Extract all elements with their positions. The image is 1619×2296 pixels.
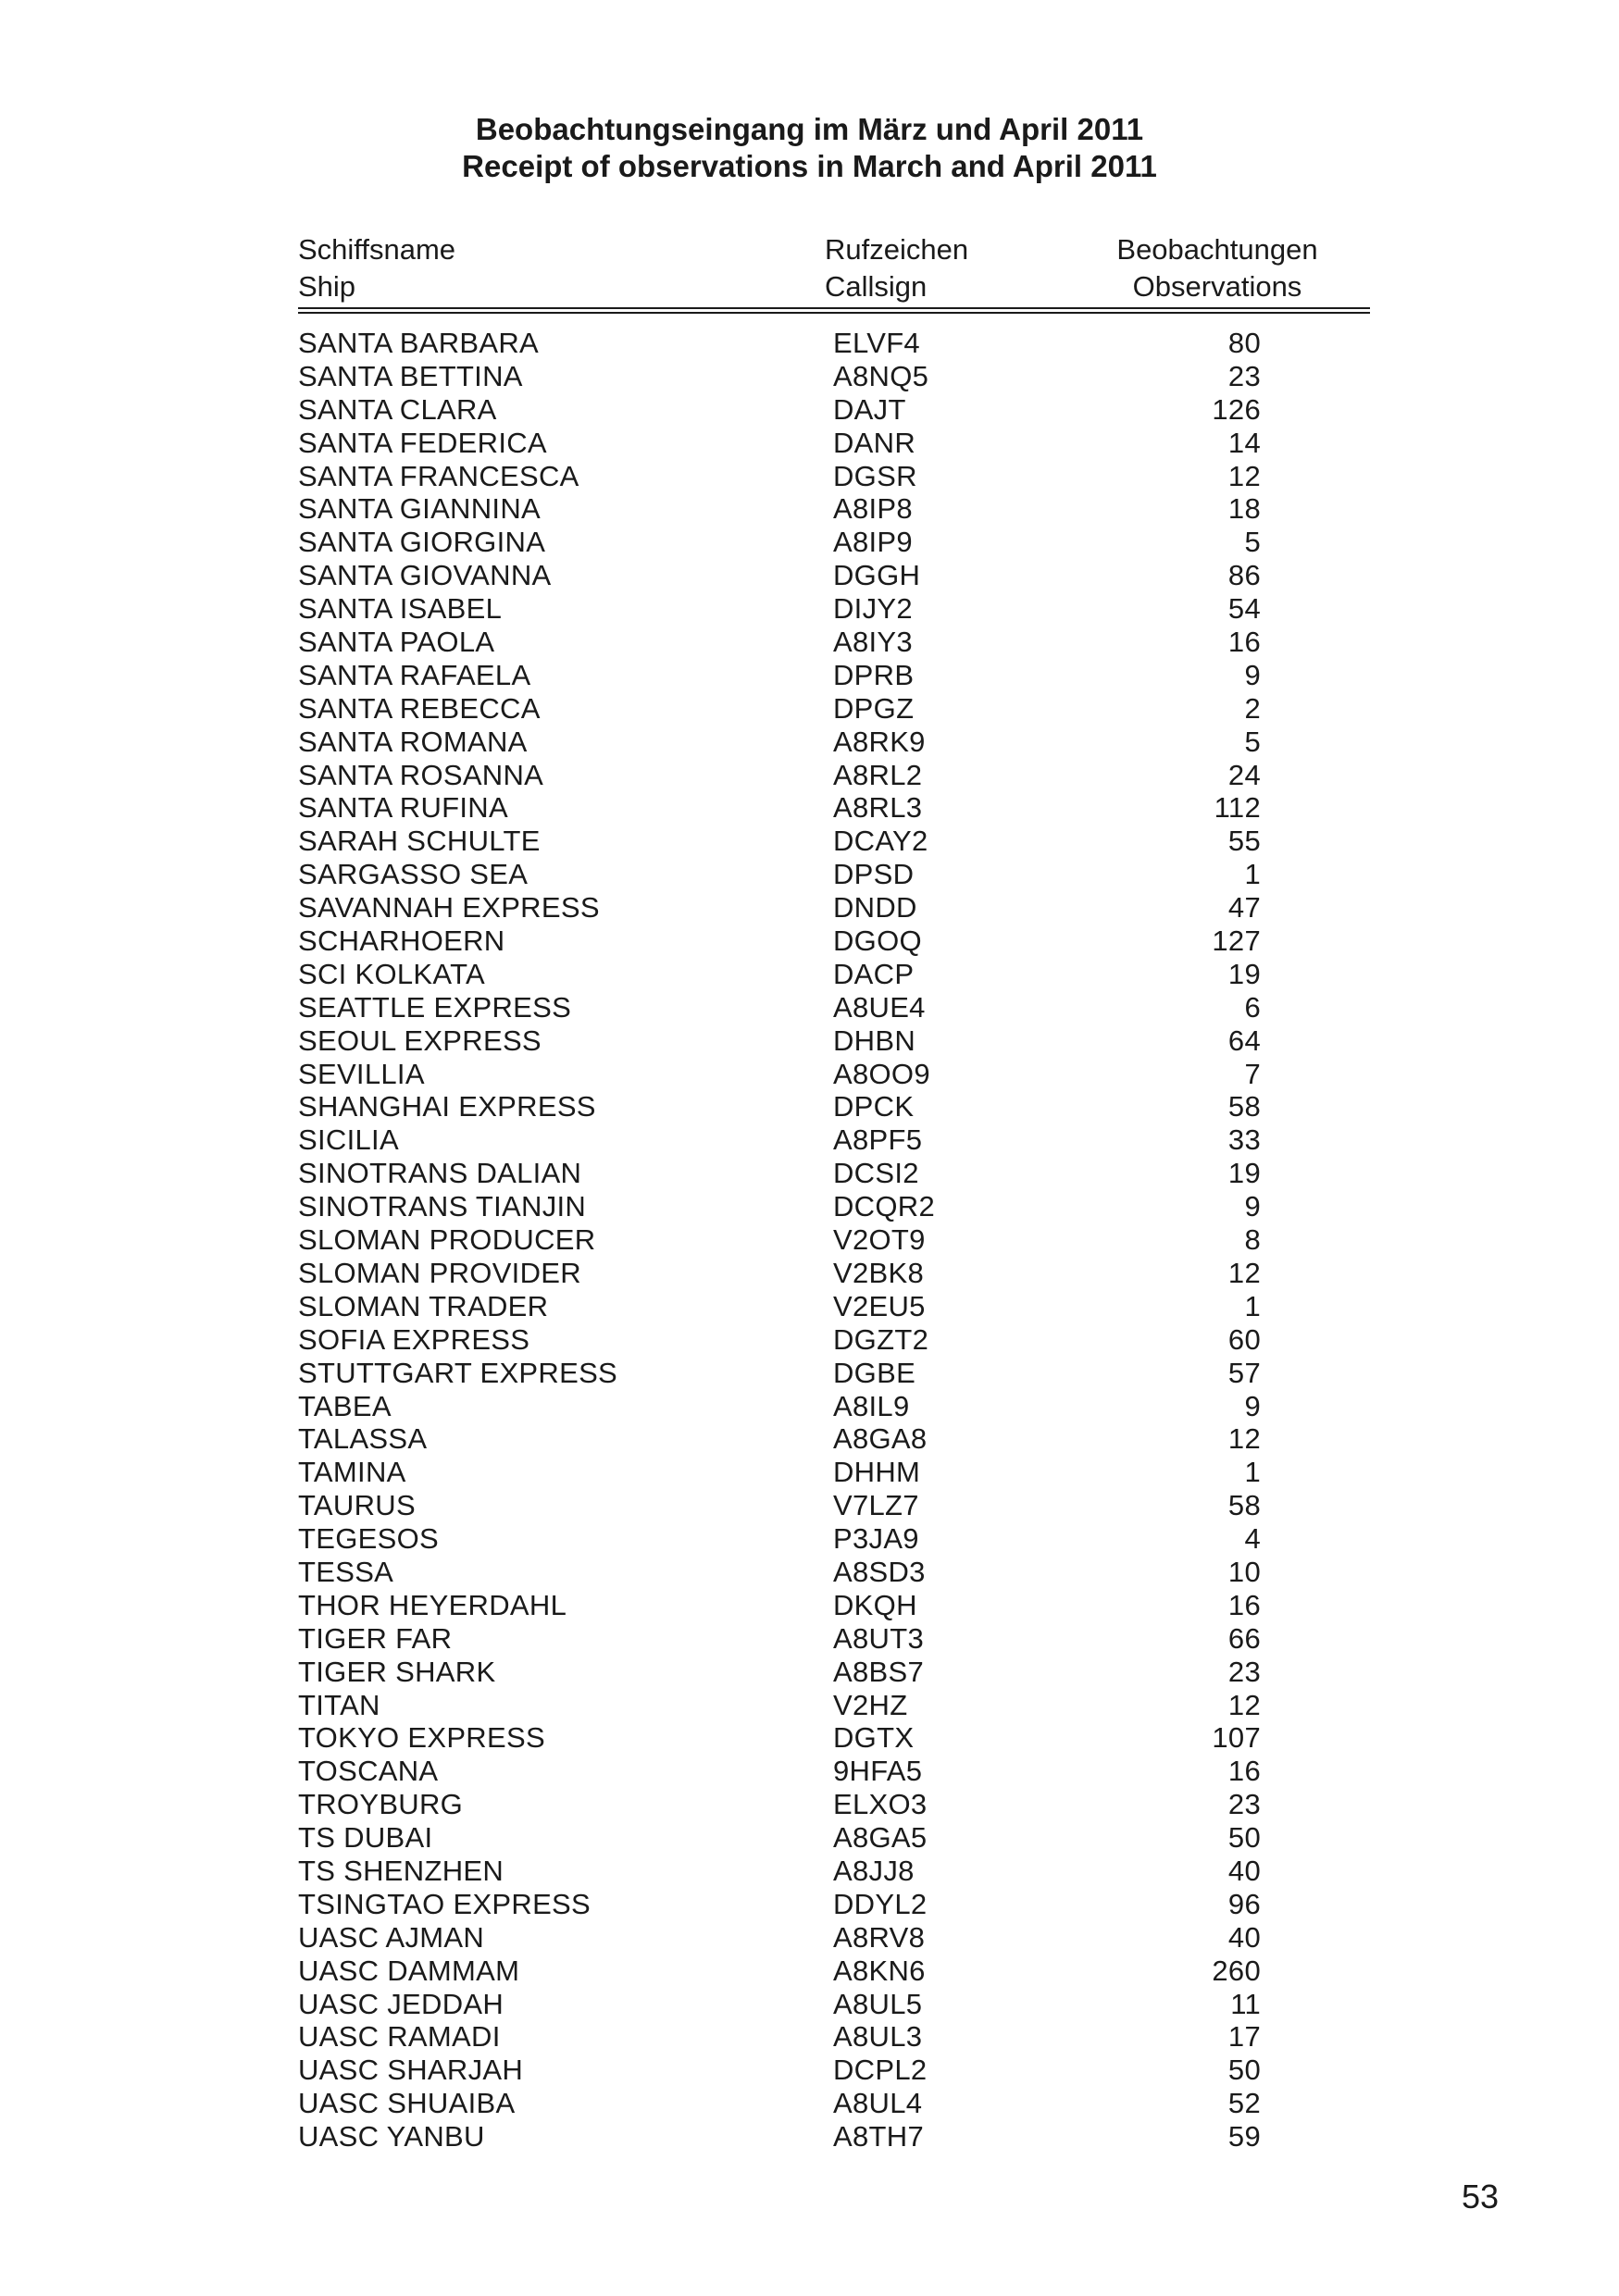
table-row xyxy=(298,1888,1261,1921)
observations-cell: 57 xyxy=(1227,1356,1261,1389)
ship-name-cell: SANTA ISABEL xyxy=(298,592,503,626)
callsign-cell: A8UL4 xyxy=(833,2087,923,2120)
ship-name-cell: TSINGTAO EXPRESS xyxy=(298,1887,592,1920)
ship-name-cell: THOR HEYERDAHL xyxy=(298,1588,567,1621)
observations-cell: 58 xyxy=(1227,1090,1261,1123)
callsign-cell: DGSR xyxy=(833,459,917,492)
ship-name-cell: SANTA REBECCA xyxy=(298,691,541,725)
ship-name-cell: TIGER FAR xyxy=(298,1621,453,1655)
table-row xyxy=(298,1357,1261,1390)
callsign-cell: DHHM xyxy=(833,1456,921,1489)
table-row xyxy=(298,726,1261,759)
ship-name-cell: SLOMAN PRODUCER xyxy=(298,1223,596,1257)
table-row xyxy=(298,1123,1261,1157)
observations-cell: 1 xyxy=(1244,1456,1261,1489)
callsign-cell: A8UT3 xyxy=(833,1621,924,1655)
ship-name-cell: SLOMAN TRADER xyxy=(298,1289,549,1322)
observations-cell: 23 xyxy=(1227,359,1261,392)
observations-cell: 2 xyxy=(1244,691,1261,725)
callsign-cell: DDYL2 xyxy=(833,1887,928,1920)
callsign-cell: V2OT9 xyxy=(833,1223,926,1257)
observations-cell: 96 xyxy=(1227,1887,1261,1920)
ship-name-cell: TALASSA xyxy=(298,1422,428,1456)
observations-cell: 1 xyxy=(1244,1289,1261,1322)
ship-name-cell: SANTA ROSANNA xyxy=(298,758,544,791)
callsign-cell: A8RL3 xyxy=(833,791,923,825)
table-row xyxy=(298,891,1261,925)
ship-name-cell: SCI KOLKATA xyxy=(298,957,485,990)
callsign-cell: V2HZ xyxy=(833,1688,908,1721)
observations-cell: 59 xyxy=(1227,2120,1261,2153)
table-row xyxy=(298,626,1261,659)
ship-name-cell: SLOMAN PROVIDER xyxy=(298,1256,581,1289)
table-row xyxy=(298,1721,1261,1755)
callsign-cell: A8SD3 xyxy=(833,1555,926,1588)
table-row xyxy=(298,825,1261,858)
page-number: 53 xyxy=(1461,2178,1499,2215)
observations-cell: 1 xyxy=(1244,858,1261,891)
table-row xyxy=(298,1788,1261,1821)
observations-table xyxy=(298,327,1261,2153)
callsign-cell: DPSD xyxy=(833,858,915,891)
ship-name-cell: TABEA xyxy=(298,1389,392,1422)
ship-name-cell: SANTA GIORGINA xyxy=(298,526,546,559)
observations-cell: 16 xyxy=(1227,1755,1261,1788)
callsign-cell: A8GA8 xyxy=(833,1422,928,1456)
observations-cell: 80 xyxy=(1227,327,1261,359)
header-ship-german: Schiffsname xyxy=(298,233,456,266)
callsign-cell: DPCK xyxy=(833,1090,915,1123)
table-row xyxy=(298,2120,1261,2153)
observations-cell: 18 xyxy=(1227,492,1261,526)
table-row xyxy=(298,559,1261,592)
callsign-cell: A8KN6 xyxy=(833,1954,926,1987)
ship-name-cell: SARAH SCHULTE xyxy=(298,825,541,858)
callsign-cell: ELVF4 xyxy=(833,327,920,359)
table-row xyxy=(298,1290,1261,1323)
ship-name-cell: TESSA xyxy=(298,1555,394,1588)
observations-cell: 60 xyxy=(1227,1322,1261,1356)
callsign-cell: A8NQ5 xyxy=(833,359,929,392)
callsign-cell: DCQR2 xyxy=(833,1190,936,1223)
table-row xyxy=(298,1190,1261,1223)
ship-name-cell: SCHARHOERN xyxy=(298,925,505,958)
header-callsign-german: Rufzeichen xyxy=(825,233,969,266)
ship-name-cell: TAURUS xyxy=(298,1489,416,1522)
ship-name-cell: UASC RAMADI xyxy=(298,2020,501,2054)
ship-name-cell: SANTA FEDERICA xyxy=(298,426,547,459)
table-row xyxy=(298,1058,1261,1091)
observations-cell: 24 xyxy=(1227,758,1261,791)
callsign-cell: DGBE xyxy=(833,1356,916,1389)
callsign-cell: A8UE4 xyxy=(833,990,926,1024)
table-row xyxy=(298,1489,1261,1522)
callsign-cell: A8RL2 xyxy=(833,758,923,791)
callsign-cell: DAJT xyxy=(833,392,906,426)
ship-name-cell: TROYBURG xyxy=(298,1788,464,1821)
ship-name-cell: TIGER SHARK xyxy=(298,1655,496,1688)
table-row xyxy=(298,460,1261,493)
callsign-cell: 9HFA5 xyxy=(833,1755,923,1788)
ship-name-cell: SARGASSO SEA xyxy=(298,858,529,891)
observations-cell: 55 xyxy=(1227,825,1261,858)
table-row xyxy=(298,1955,1261,1988)
table-row xyxy=(298,360,1261,393)
callsign-cell: DGOQ xyxy=(833,925,922,958)
observations-cell: 112 xyxy=(1214,791,1261,825)
table-row xyxy=(298,327,1261,360)
ship-name-cell: SANTA CLARA xyxy=(298,392,497,426)
ship-name-cell: SANTA GIANNINA xyxy=(298,492,542,526)
table-row xyxy=(298,1656,1261,1689)
observations-cell: 260 xyxy=(1212,1954,1261,1987)
header-callsign-english: Callsign xyxy=(825,270,928,303)
header-rule-bottom xyxy=(298,312,1370,314)
table-row xyxy=(298,1323,1261,1357)
observations-cell: 33 xyxy=(1227,1123,1261,1157)
table-row xyxy=(298,2020,1261,2054)
observations-cell: 54 xyxy=(1227,592,1261,626)
callsign-cell: A8RK9 xyxy=(833,725,926,758)
table-row xyxy=(298,1622,1261,1656)
table-row xyxy=(298,1456,1261,1489)
callsign-cell: DCAY2 xyxy=(833,825,928,858)
header-ship-english: Ship xyxy=(298,270,356,303)
page-title-english: Receipt of observations in March and April 2011 xyxy=(462,149,1157,183)
table-row xyxy=(298,1755,1261,1788)
table-row xyxy=(298,526,1261,559)
observations-cell: 12 xyxy=(1227,1422,1261,1456)
callsign-cell: A8IL9 xyxy=(833,1389,910,1422)
callsign-cell: DNDD xyxy=(833,891,917,925)
observations-cell: 6 xyxy=(1244,990,1261,1024)
callsign-cell: A8GA5 xyxy=(833,1821,928,1855)
ship-name-cell: SOFIA EXPRESS xyxy=(298,1322,530,1356)
table-row xyxy=(298,759,1261,792)
table-row xyxy=(298,1921,1261,1955)
callsign-cell: A8IP9 xyxy=(833,526,913,559)
table-row xyxy=(298,1589,1261,1622)
ship-name-cell: TEGESOS xyxy=(298,1522,439,1556)
callsign-cell: A8TH7 xyxy=(833,2120,924,2153)
table-row xyxy=(298,1024,1261,1058)
ship-name-cell: SEVILLIA xyxy=(298,1057,425,1090)
table-row xyxy=(298,1988,1261,2021)
ship-name-cell: UASC YANBU xyxy=(298,2120,485,2153)
observations-cell: 23 xyxy=(1227,1655,1261,1688)
header-observations-german: Beobachtungen xyxy=(1116,233,1318,266)
observations-cell: 7 xyxy=(1244,1057,1261,1090)
callsign-cell: V2EU5 xyxy=(833,1289,926,1322)
callsign-cell: V7LZ7 xyxy=(833,1489,919,1522)
observations-cell: 127 xyxy=(1212,925,1261,958)
ship-name-cell: SANTA ROMANA xyxy=(298,725,528,758)
observations-cell: 86 xyxy=(1227,559,1261,592)
callsign-cell: A8IY3 xyxy=(833,626,913,659)
observations-cell: 8 xyxy=(1244,1223,1261,1257)
observations-cell: 12 xyxy=(1227,1256,1261,1289)
callsign-cell: DGGH xyxy=(833,559,921,592)
observations-cell: 5 xyxy=(1244,725,1261,758)
table-row xyxy=(298,958,1261,991)
header-observations-english: Observations xyxy=(1132,270,1302,303)
observations-cell: 40 xyxy=(1227,1854,1261,1887)
callsign-cell: DGZT2 xyxy=(833,1322,929,1356)
ship-name-cell: TOSCANA xyxy=(298,1755,439,1788)
ship-name-cell: STUTTGART EXPRESS xyxy=(298,1356,618,1389)
table-row xyxy=(298,492,1261,526)
table-row xyxy=(298,393,1261,427)
observations-cell: 58 xyxy=(1227,1489,1261,1522)
ship-name-cell: TOKYO EXPRESS xyxy=(298,1721,545,1755)
ship-name-cell: SANTA PAOLA xyxy=(298,626,495,659)
observations-cell: 47 xyxy=(1227,891,1261,925)
callsign-cell: DCPL2 xyxy=(833,2054,928,2087)
observations-cell: 12 xyxy=(1227,459,1261,492)
callsign-cell: DHBN xyxy=(833,1024,916,1057)
callsign-cell: A8UL5 xyxy=(833,1987,923,2020)
observations-cell: 50 xyxy=(1227,1821,1261,1855)
table-row xyxy=(298,1257,1261,1290)
table-row xyxy=(298,858,1261,891)
page-title-german: Beobachtungseingang im März und April 2011 xyxy=(475,112,1144,146)
table-row xyxy=(298,1223,1261,1257)
callsign-cell: DIJY2 xyxy=(833,592,913,626)
callsign-cell: DACP xyxy=(833,957,915,990)
ship-name-cell: SHANGHAI EXPRESS xyxy=(298,1090,596,1123)
callsign-cell: DKQH xyxy=(833,1588,917,1621)
callsign-cell: A8RV8 xyxy=(833,1920,926,1954)
ship-name-cell: SICILIA xyxy=(298,1123,399,1157)
observations-cell: 19 xyxy=(1227,957,1261,990)
ship-name-cell: SANTA RAFAELA xyxy=(298,658,531,691)
ship-name-cell: SAVANNAH EXPRESS xyxy=(298,891,600,925)
table-row xyxy=(298,2087,1261,2120)
ship-name-cell: SANTA FRANCESCA xyxy=(298,459,579,492)
observations-cell: 9 xyxy=(1244,1389,1261,1422)
callsign-cell: P3JA9 xyxy=(833,1522,919,1556)
ship-name-cell: SANTA BARBARA xyxy=(298,327,540,359)
observations-cell: 16 xyxy=(1227,1588,1261,1621)
ship-name-cell: TAMINA xyxy=(298,1456,406,1489)
ship-name-cell: SANTA GIOVANNA xyxy=(298,559,552,592)
callsign-cell: A8JJ8 xyxy=(833,1854,915,1887)
callsign-cell: A8UL3 xyxy=(833,2020,923,2054)
ship-name-cell: SANTA RUFINA xyxy=(298,791,508,825)
table-row xyxy=(298,1390,1261,1423)
table-row xyxy=(298,592,1261,626)
ship-name-cell: UASC AJMAN xyxy=(298,1920,485,1954)
observations-cell: 16 xyxy=(1227,626,1261,659)
observations-cell: 11 xyxy=(1230,1987,1261,2020)
callsign-cell: DCSI2 xyxy=(833,1157,919,1190)
header-rule-top xyxy=(298,307,1370,309)
callsign-cell: A8OO9 xyxy=(833,1057,930,1090)
observations-cell: 14 xyxy=(1227,426,1261,459)
ship-name-cell: TS DUBAI xyxy=(298,1821,433,1855)
ship-name-cell: TITAN xyxy=(298,1688,380,1721)
callsign-cell: V2BK8 xyxy=(833,1256,925,1289)
table-row xyxy=(298,2054,1261,2087)
callsign-cell: A8PF5 xyxy=(833,1123,923,1157)
observations-cell: 12 xyxy=(1227,1688,1261,1721)
observations-cell: 107 xyxy=(1212,1721,1261,1755)
ship-name-cell: UASC SHUAIBA xyxy=(298,2087,516,2120)
ship-name-cell: SEOUL EXPRESS xyxy=(298,1024,542,1057)
callsign-cell: A8BS7 xyxy=(833,1655,925,1688)
observations-cell: 5 xyxy=(1244,526,1261,559)
ship-name-cell: SINOTRANS DALIAN xyxy=(298,1157,582,1190)
observations-cell: 4 xyxy=(1244,1522,1261,1556)
ship-name-cell: UASC DAMMAM xyxy=(298,1954,520,1987)
table-row xyxy=(298,692,1261,726)
table-row xyxy=(298,791,1261,825)
observations-cell: 66 xyxy=(1227,1621,1261,1655)
observations-cell: 23 xyxy=(1227,1788,1261,1821)
table-row xyxy=(298,991,1261,1024)
observations-cell: 50 xyxy=(1227,2054,1261,2087)
table-row xyxy=(298,1422,1261,1456)
table-row xyxy=(298,1821,1261,1855)
table-row xyxy=(298,1157,1261,1190)
callsign-cell: A8IP8 xyxy=(833,492,913,526)
table-row xyxy=(298,1556,1261,1589)
table-row xyxy=(298,925,1261,958)
ship-name-cell: SINOTRANS TIANJIN xyxy=(298,1190,587,1223)
observations-cell: 52 xyxy=(1227,2087,1261,2120)
callsign-cell: ELXO3 xyxy=(833,1788,928,1821)
observations-cell: 64 xyxy=(1227,1024,1261,1057)
table-row xyxy=(298,1090,1261,1123)
table-row xyxy=(298,1855,1261,1888)
table-row xyxy=(298,427,1261,460)
callsign-cell: DGTX xyxy=(833,1721,915,1755)
table-row xyxy=(298,1522,1261,1556)
ship-name-cell: SEATTLE EXPRESS xyxy=(298,990,572,1024)
table-row xyxy=(298,1689,1261,1722)
observations-cell: 17 xyxy=(1227,2020,1261,2054)
observations-cell: 9 xyxy=(1244,1190,1261,1223)
observations-cell: 126 xyxy=(1212,392,1261,426)
observations-cell: 10 xyxy=(1227,1555,1261,1588)
callsign-cell: DPGZ xyxy=(833,691,915,725)
observations-cell: 9 xyxy=(1244,658,1261,691)
ship-name-cell: UASC SHARJAH xyxy=(298,2054,524,2087)
table-row xyxy=(298,659,1261,692)
ship-name-cell: TS SHENZHEN xyxy=(298,1854,504,1887)
observations-cell: 19 xyxy=(1227,1157,1261,1190)
ship-name-cell: SANTA BETTINA xyxy=(298,359,523,392)
ship-name-cell: UASC JEDDAH xyxy=(298,1987,504,2020)
observations-cell: 40 xyxy=(1227,1920,1261,1954)
callsign-cell: DPRB xyxy=(833,658,915,691)
callsign-cell: DANR xyxy=(833,426,916,459)
